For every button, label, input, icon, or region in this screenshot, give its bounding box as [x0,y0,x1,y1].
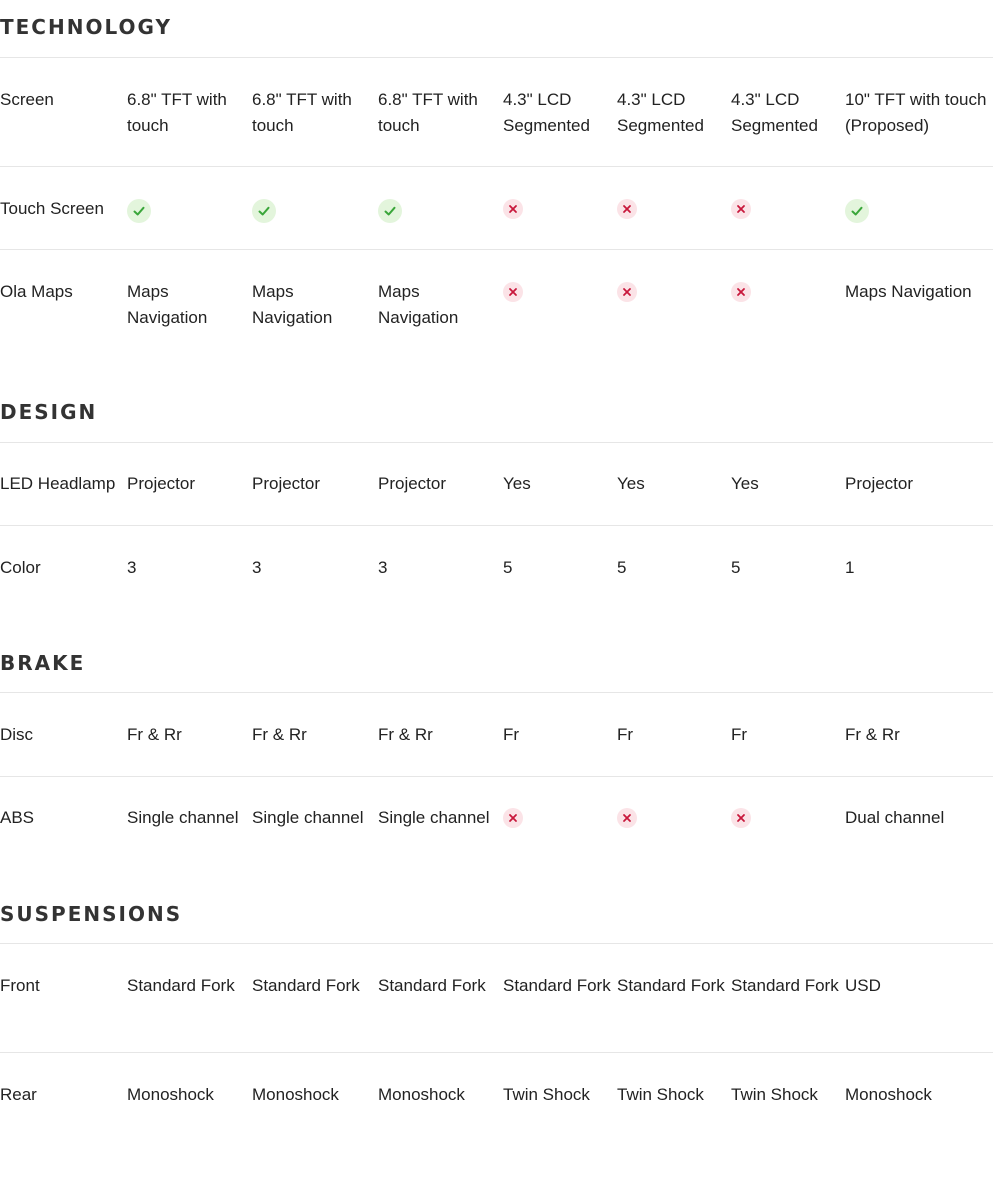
row-label: LED Headlamp [0,474,116,493]
spec-value: 10" TFT with touch (Proposed) [845,90,987,135]
spec-value: Fr [731,725,748,744]
spec-value: Standard Fork [127,976,235,995]
spec-value [845,196,993,226]
spec-value: Monoshock [845,1085,932,1104]
divider [0,943,993,944]
spec-value [617,805,727,831]
spec-value [127,196,247,226]
divider [0,166,993,167]
spec-value: Maps Navigation [127,282,208,327]
spec-value [503,805,613,831]
section-title-brake: BRAKE [0,651,86,675]
row-label: Front [0,976,40,995]
spec-value: Standard Fork [617,976,725,995]
spec-value: Projector [378,474,447,493]
cross-icon [617,282,637,302]
cross-icon [503,282,523,302]
spec-value [731,196,841,222]
spec-value: Monoshock [127,1085,214,1104]
divider [0,776,993,777]
cross-icon [503,199,523,219]
cross-icon [617,808,637,828]
row-label: Screen [0,90,54,109]
divider [0,249,993,250]
row-label: Color [0,558,41,577]
spec-value [503,279,613,305]
spec-value: Maps Navigation [378,282,459,327]
spec-value: Standard Fork [252,976,360,995]
spec-value: Maps Navigation [845,282,972,301]
section-title-suspensions: SUSPENSIONS [0,902,183,926]
spec-value: 4.3" LCD Segmented [617,90,704,135]
spec-value: 5 [503,558,513,577]
row-label: Disc [0,725,34,744]
spec-value: Dual channel [845,808,945,827]
spec-value: Projector [252,474,321,493]
spec-value: Monoshock [252,1085,339,1104]
spec-value: Twin Shock [503,1085,590,1104]
cross-icon [617,199,637,219]
spec-value: Maps Navigation [252,282,333,327]
divider [0,525,993,526]
divider [0,1052,993,1053]
spec-value: Standard Fork [378,976,486,995]
spec-value: Projector [127,474,196,493]
cross-icon [731,199,751,219]
cross-icon [503,808,523,828]
spec-value: Twin Shock [617,1085,704,1104]
row-label: Rear [0,1085,37,1104]
spec-value: Yes [503,474,531,493]
spec-value: Fr [617,725,634,744]
divider [0,692,993,693]
spec-value: 1 [845,558,855,577]
check-icon [845,199,869,223]
spec-value: 6.8" TFT with touch [127,90,227,135]
divider [0,57,993,58]
spec-value: Fr & Rr [845,725,900,744]
check-icon [127,199,151,223]
spec-value [252,196,372,226]
spec-value: 3 [127,558,137,577]
spec-value: Yes [731,474,759,493]
spec-value: 4.3" LCD Segmented [503,90,590,135]
spec-value: Monoshock [378,1085,465,1104]
cross-icon [731,282,751,302]
spec-value: Fr & Rr [378,725,433,744]
spec-value: 3 [252,558,262,577]
spec-value: Fr [503,725,520,744]
spec-value [731,805,841,831]
section-title-design: DESIGN [0,400,98,424]
spec-value: 5 [731,558,741,577]
check-icon [378,199,402,223]
spec-value [378,196,498,226]
spec-value: Single channel [127,808,239,827]
spec-value: 3 [378,558,388,577]
spec-value: 4.3" LCD Segmented [731,90,818,135]
spec-value: Fr & Rr [127,725,182,744]
spec-value: Single channel [252,808,364,827]
spec-value: Fr & Rr [252,725,307,744]
spec-value [731,279,841,305]
spec-value: 6.8" TFT with touch [378,90,478,135]
cross-icon [731,808,751,828]
row-label: ABS [0,808,35,827]
spec-value: Yes [617,474,645,493]
spec-value: Twin Shock [731,1085,818,1104]
spec-value: 5 [617,558,627,577]
row-label: Touch Screen [0,199,104,218]
spec-value: Standard Fork [731,976,839,995]
spec-value: 6.8" TFT with touch [252,90,352,135]
spec-value [617,279,727,305]
spec-value [503,196,613,222]
row-label: Ola Maps [0,282,73,301]
spec-value: Standard Fork [503,976,611,995]
section-title-technology: TECHNOLOGY [0,15,172,39]
spec-value: USD [845,976,881,995]
check-icon [252,199,276,223]
spec-value: Single channel [378,808,490,827]
spec-value [617,196,727,222]
spec-value: Projector [845,474,914,493]
divider [0,442,993,443]
